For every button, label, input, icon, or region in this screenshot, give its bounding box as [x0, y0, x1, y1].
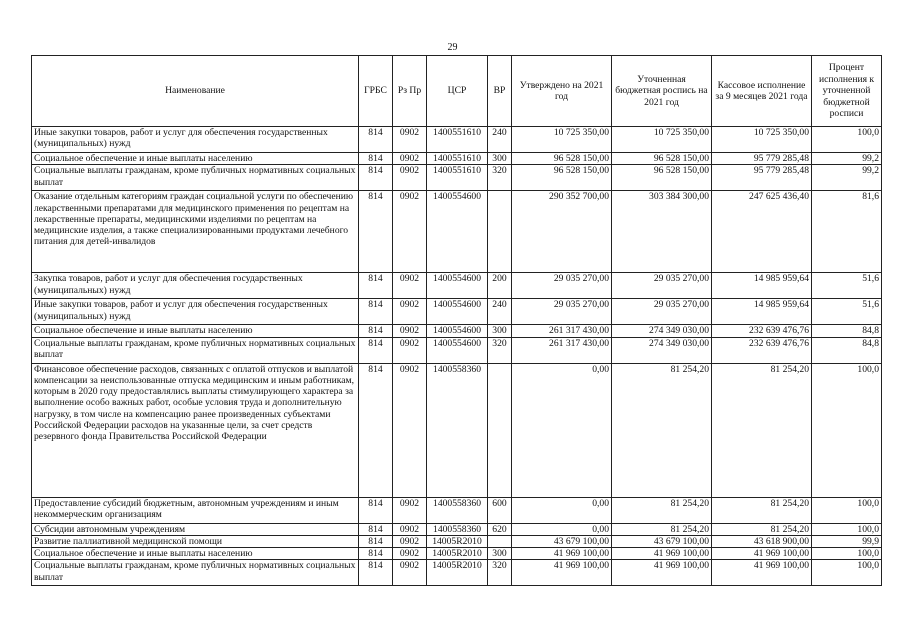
cell-csr: 14005R2010 — [427, 560, 488, 586]
cell-rzpr: 0902 — [393, 548, 427, 560]
table-row — [32, 560, 882, 586]
table-row — [32, 523, 882, 535]
header-approved: Утверждено на 2021 год — [512, 56, 612, 127]
cell-vr: 240 — [488, 127, 512, 153]
cell-csr: 1400558360 — [427, 523, 488, 535]
cell-approved: 41 969 100,00 — [512, 548, 612, 560]
cell-cash: 43 618 900,00 — [712, 535, 812, 547]
cell-approved: 41 969 100,00 — [512, 560, 612, 586]
cell-grbs: 814 — [359, 337, 393, 363]
cell-approved: 261 317 430,00 — [512, 325, 612, 337]
cell-cash: 232 639 476,76 — [712, 337, 812, 363]
cell-csr: 14005R2010 — [427, 535, 488, 547]
table-row — [32, 535, 882, 547]
cell-grbs: 814 — [359, 548, 393, 560]
cell-cash: 95 779 285,48 — [712, 153, 812, 165]
cell-rzpr: 0902 — [393, 127, 427, 153]
cell-grbs: 814 — [359, 165, 393, 191]
cell-grbs: 814 — [359, 325, 393, 337]
cell-refined: 81 254,20 — [612, 497, 712, 523]
cell-vr: 620 — [488, 523, 512, 535]
cell-grbs: 814 — [359, 363, 393, 497]
cell-csr: 1400551610 — [427, 153, 488, 165]
cell-refined: 41 969 100,00 — [612, 548, 712, 560]
cell-vr: 200 — [488, 273, 512, 299]
cell-rzpr: 0902 — [393, 363, 427, 497]
cell-grbs: 814 — [359, 153, 393, 165]
cell-vr — [488, 363, 512, 497]
cell-cash: 95 779 285,48 — [712, 165, 812, 191]
cell-percent: 51,6 — [812, 299, 882, 325]
header-percent: Процент исполнения к уточненной бюджетной росписи — [812, 56, 882, 127]
cell-rzpr: 0902 — [393, 535, 427, 547]
header-rzpr: Рз Пр — [393, 56, 427, 127]
cell-name: Иные закупки товаров, работ и услуг для обеспечения государственных (муниципальных) нужд — [32, 299, 359, 325]
cell-name: Социальное обеспечение и иные выплаты населению — [32, 153, 359, 165]
cell-refined: 29 035 270,00 — [612, 299, 712, 325]
cell-approved: 10 725 350,00 — [512, 127, 612, 153]
cell-name: Финансовое обеспечение расходов, связанных с оплатой отпусков и выплатой компенсации за неиспользованные отпуска медицинским и иным работникам, которым в 2020 году предоставлялись выплаты стимулирующего характера за выполнение особо важных работ, особые условия труда и дополнительную нагрузку, в том числе на компенсацию ранее произведенных субъектами Российской Федерации расходов на указанные цели, за счет средств резервного фонда Правительства Российской Федерации — [32, 363, 359, 497]
cell-refined: 81 254,20 — [612, 523, 712, 535]
cell-csr: 14005R2010 — [427, 548, 488, 560]
cell-percent: 84,8 — [812, 337, 882, 363]
table-row — [32, 273, 882, 299]
cell-vr: 300 — [488, 325, 512, 337]
header-cash: Кассовое исполнение за 9 месяцев 2021 года — [712, 56, 812, 127]
cell-rzpr: 0902 — [393, 560, 427, 586]
cell-refined: 10 725 350,00 — [612, 127, 712, 153]
cell-csr: 1400551610 — [427, 127, 488, 153]
budget-table — [31, 55, 882, 586]
cell-name: Оказание отдельным категориям граждан социальной услуги по обеспечению лекарственными препаратами для медицинского применения по рецептам на лекарственные препараты, медицинскими изделиями по рецептам на медицинские изделия, а также специализированными продуктами лечебного питания для детей-инвалидов — [32, 191, 359, 273]
table-row — [32, 299, 882, 325]
cell-name: Социальное обеспечение и иные выплаты населению — [32, 325, 359, 337]
cell-percent: 100,0 — [812, 560, 882, 586]
cell-csr: 1400554600 — [427, 273, 488, 299]
cell-cash: 81 254,20 — [712, 363, 812, 497]
cell-rzpr: 0902 — [393, 153, 427, 165]
cell-vr: 300 — [488, 153, 512, 165]
cell-grbs: 814 — [359, 497, 393, 523]
cell-refined: 303 384 300,00 — [612, 191, 712, 273]
cell-name: Иные закупки товаров, работ и услуг для обеспечения государственных (муниципальных) нужд — [32, 127, 359, 153]
cell-percent: 84,8 — [812, 325, 882, 337]
cell-csr: 1400554600 — [427, 325, 488, 337]
table-row — [32, 191, 882, 273]
cell-grbs: 814 — [359, 273, 393, 299]
header-csr: ЦСР — [427, 56, 488, 127]
cell-approved: 0,00 — [512, 363, 612, 497]
cell-csr: 1400554600 — [427, 337, 488, 363]
cell-percent: 100,0 — [812, 523, 882, 535]
cell-cash: 14 985 959,64 — [712, 299, 812, 325]
cell-csr: 1400554600 — [427, 191, 488, 273]
cell-approved: 96 528 150,00 — [512, 165, 612, 191]
cell-percent: 99,2 — [812, 153, 882, 165]
cell-rzpr: 0902 — [393, 299, 427, 325]
cell-grbs: 814 — [359, 535, 393, 547]
cell-percent: 100,0 — [812, 548, 882, 560]
cell-rzpr: 0902 — [393, 337, 427, 363]
cell-vr: 600 — [488, 497, 512, 523]
cell-grbs: 814 — [359, 299, 393, 325]
cell-grbs: 814 — [359, 127, 393, 153]
cell-cash: 232 639 476,76 — [712, 325, 812, 337]
cell-name: Социальные выплаты гражданам, кроме публичных нормативных социальных выплат — [32, 560, 359, 586]
cell-cash: 41 969 100,00 — [712, 560, 812, 586]
cell-vr — [488, 535, 512, 547]
cell-name: Социальные выплаты гражданам, кроме публичных нормативных социальных выплат — [32, 165, 359, 191]
cell-vr: 320 — [488, 337, 512, 363]
header-refined: Уточненная бюджетная роспись на 2021 год — [612, 56, 712, 127]
cell-approved: 0,00 — [512, 523, 612, 535]
cell-vr: 240 — [488, 299, 512, 325]
cell-approved: 43 679 100,00 — [512, 535, 612, 547]
header-grbs: ГРБС — [359, 56, 393, 127]
header-name: Наименование — [32, 56, 359, 127]
cell-cash: 10 725 350,00 — [712, 127, 812, 153]
cell-rzpr: 0902 — [393, 273, 427, 299]
cell-percent: 99,9 — [812, 535, 882, 547]
table-row — [32, 153, 882, 165]
cell-refined: 81 254,20 — [612, 363, 712, 497]
cell-refined: 43 679 100,00 — [612, 535, 712, 547]
cell-percent: 100,0 — [812, 127, 882, 153]
cell-csr: 1400551610 — [427, 165, 488, 191]
cell-csr: 1400558360 — [427, 497, 488, 523]
cell-percent: 51,6 — [812, 273, 882, 299]
cell-rzpr: 0902 — [393, 497, 427, 523]
cell-rzpr: 0902 — [393, 165, 427, 191]
cell-name: Социальное обеспечение и иные выплаты населению — [32, 548, 359, 560]
cell-name: Субсидии автономным учреждениям — [32, 523, 359, 535]
page-number: 29 — [447, 42, 458, 53]
cell-rzpr: 0902 — [393, 523, 427, 535]
cell-approved: 29 035 270,00 — [512, 273, 612, 299]
header-row — [32, 56, 882, 127]
cell-percent: 99,2 — [812, 165, 882, 191]
cell-refined: 41 969 100,00 — [612, 560, 712, 586]
cell-vr: 320 — [488, 165, 512, 191]
cell-refined: 274 349 030,00 — [612, 325, 712, 337]
cell-refined: 96 528 150,00 — [612, 153, 712, 165]
cell-cash: 14 985 959,64 — [712, 273, 812, 299]
cell-name: Предоставление субсидий бюджетным, автономным учреждениям и иным некоммерческим организациям — [32, 497, 359, 523]
cell-vr: 320 — [488, 560, 512, 586]
cell-vr — [488, 191, 512, 273]
cell-approved: 290 352 700,00 — [512, 191, 612, 273]
table-row — [32, 127, 882, 153]
cell-percent: 100,0 — [812, 363, 882, 497]
table-row — [32, 548, 882, 560]
table-row — [32, 497, 882, 523]
header-vr: ВР — [488, 56, 512, 127]
table-row — [32, 325, 882, 337]
cell-cash: 81 254,20 — [712, 497, 812, 523]
cell-percent: 100,0 — [812, 497, 882, 523]
cell-refined: 274 349 030,00 — [612, 337, 712, 363]
cell-cash: 81 254,20 — [712, 523, 812, 535]
cell-approved: 0,00 — [512, 497, 612, 523]
table-row — [32, 363, 882, 497]
cell-cash: 41 969 100,00 — [712, 548, 812, 560]
cell-rzpr: 0902 — [393, 325, 427, 337]
cell-percent: 81,6 — [812, 191, 882, 273]
cell-approved: 96 528 150,00 — [512, 153, 612, 165]
cell-vr: 300 — [488, 548, 512, 560]
cell-name: Социальные выплаты гражданам, кроме публичных нормативных социальных выплат — [32, 337, 359, 363]
cell-refined: 29 035 270,00 — [612, 273, 712, 299]
cell-grbs: 814 — [359, 560, 393, 586]
cell-approved: 29 035 270,00 — [512, 299, 612, 325]
cell-csr: 1400554600 — [427, 299, 488, 325]
cell-name: Развитие паллиативной медицинской помощи — [32, 535, 359, 547]
cell-name: Закупка товаров, работ и услуг для обеспечения государственных (муниципальных) нужд — [32, 273, 359, 299]
cell-grbs: 814 — [359, 523, 393, 535]
cell-grbs: 814 — [359, 191, 393, 273]
cell-csr: 1400558360 — [427, 363, 488, 497]
table-row — [32, 165, 882, 191]
cell-approved: 261 317 430,00 — [512, 337, 612, 363]
cell-rzpr: 0902 — [393, 191, 427, 273]
cell-refined: 96 528 150,00 — [612, 165, 712, 191]
table-row — [32, 337, 882, 363]
cell-cash: 247 625 436,40 — [712, 191, 812, 273]
